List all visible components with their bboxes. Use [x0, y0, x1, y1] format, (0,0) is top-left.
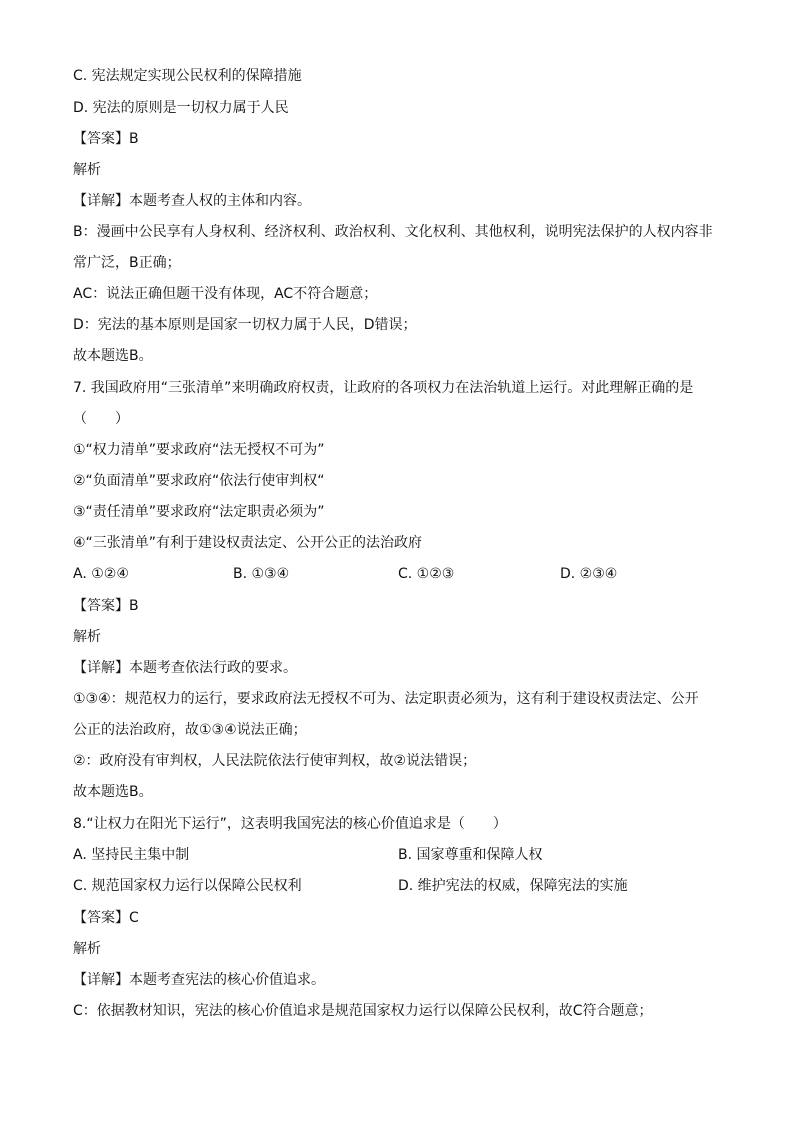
q8-option-b: B. 国家尊重和保障人权	[398, 847, 543, 863]
detail-text: 故本题选B。	[73, 348, 153, 364]
q7-statement: ①“权力清单”要求政府“法无授权不可为”	[73, 442, 325, 458]
analysis-label: 解析	[73, 629, 101, 645]
q7-statement: ③“责任清单”要求政府“法定职责必须为”	[73, 504, 325, 520]
q8-option-d: D. 维护宪法的权威，保障宪法的实施	[398, 878, 628, 894]
answer-label: 【答案】B	[73, 131, 139, 147]
q7-option-d: D. ②③④	[560, 566, 618, 582]
q7-stem: 7. 我国政府用“三张清单”来明确政府权责，让政府的各项权力在法治轨道上运行。对此理解正确的是	[73, 380, 694, 396]
q8-option-c: C. 规范国家权力运行以保障公民权利	[73, 878, 302, 894]
q7-option-a: A. ①②④	[73, 566, 129, 582]
q7-statement: ④“三张清单”有利于建设权责法定、公开公正的法治政府	[73, 535, 423, 551]
detail-text: 常广泛，B正确；	[73, 255, 181, 271]
analysis-label: 解析	[73, 941, 101, 957]
detail-text: 故本题选B。	[73, 784, 153, 800]
analysis-label: 解析	[73, 162, 101, 178]
answer-label: 【答案】B	[73, 598, 139, 614]
detail-text: 【详解】本题考查人权的主体和内容。	[73, 193, 311, 209]
detail-text: 【详解】本题考查宪法的核心价值追求。	[73, 972, 325, 988]
q7-statement: ②“负面清单”要求政府“依法行使审判权“	[73, 473, 325, 489]
q8-option-a: A. 坚持民主集中制	[73, 847, 190, 863]
q7-option-c: C. ①②③	[398, 566, 455, 582]
detail-text: ②：政府没有审判权，人民法院依法行使审判权，故②说法错误；	[73, 753, 477, 769]
detail-text: AC：说法正确但题干没有体现，AC不符合题意；	[73, 286, 378, 302]
detail-text: 【详解】本题考查依法行政的要求。	[73, 660, 297, 676]
q6-option-d: D. 宪法的原则是一切权力属于人民	[73, 100, 289, 116]
detail-text: B：漫画中公民享有人身权利、经济权利、政治权利、文化权利、其他权利，说明宪法保护的人权内容非	[73, 224, 713, 240]
detail-text: C：依据教材知识，宪法的核心价值追求是规范国家权力运行以保障公民权利，故C符合题意；	[73, 1003, 653, 1019]
answer-label: 【答案】C	[73, 910, 139, 926]
detail-text: 公正的法治政府，故①③④说法正确；	[73, 722, 307, 738]
q7-option-b: B. ①③④	[233, 566, 290, 582]
detail-text: D：宪法的基本原则是国家一切权力属于人民，D错误；	[73, 317, 417, 333]
detail-text: ①③④：规范权力的运行，要求政府法无授权不可为、法定职责必须为，这有利于建设权责法定、公开	[73, 691, 699, 707]
q6-option-c: C. 宪法规定实现公民权利的保障措施	[73, 68, 302, 84]
q8-stem: 8.“让权力在阳光下运行”，这表明我国宪法的核心价值追求是（ ）	[73, 816, 507, 832]
q7-stem: （ ）	[73, 411, 129, 427]
